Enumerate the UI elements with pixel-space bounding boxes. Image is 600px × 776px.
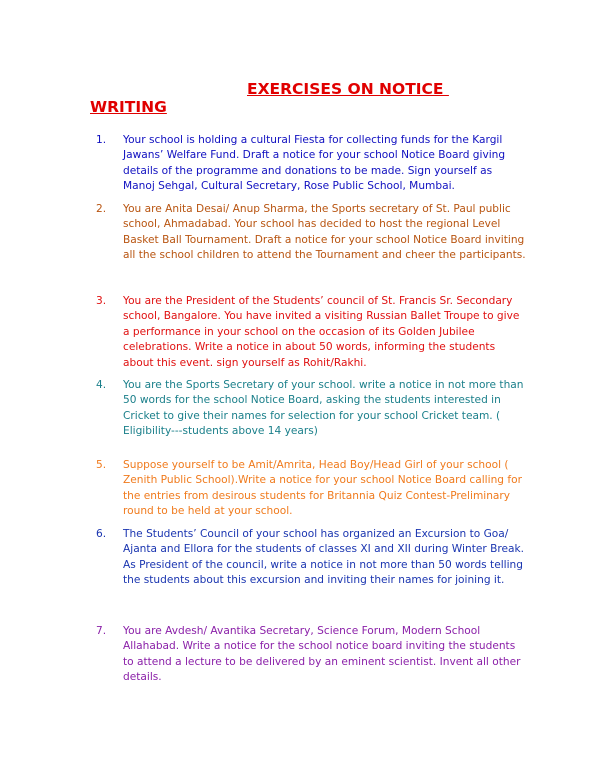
page-title-continued: WRITING [90, 98, 167, 116]
exercise-number: 5. [96, 459, 107, 471]
exercise-number: 4. [96, 379, 107, 391]
exercise-item-4 [96, 378, 526, 440]
exercise-text: The Students’ Council of your school has organized an Excursion to Goa/ Ajanta and Ellora for the students of classes XI and XII during Winter Break. As President of the council, write a notice in not more than 50 words telling the students about this excursion and inviting their names for joining it. [123, 528, 524, 587]
exercise-text: Suppose yourself to be Amit/Amrita, Head Boy/Head Girl of your school ( Zenith Public School).Write a notice for your school Notice Board calling for the entries from desirous students for Britannia Quiz Contest-Preliminary round to be held at your school. [123, 459, 522, 518]
exercise-item-1 [96, 133, 526, 195]
exercise-item-6 [96, 527, 526, 589]
exercise-item-5 [96, 458, 526, 520]
exercise-item-2 [96, 202, 526, 264]
exercise-item-7 [96, 624, 526, 686]
exercise-number: 6. [96, 528, 107, 540]
exercise-number: 3. [96, 295, 107, 307]
page-title: EXERCISES ON NOTICE [247, 80, 449, 98]
exercise-text: You are Anita Desai/ Anup Sharma, the Sports secretary of St. Paul public school, Ahmadabad. Your school has decided to host the regional Level Basket Ball Tournament. Draft a notice for your school Notice Board inviting all the school children to attend the Tournament and cheer the participants. [123, 203, 526, 262]
exercise-item-3 [96, 294, 526, 371]
exercise-number: 7. [96, 625, 107, 637]
exercise-text: You are Avdesh/ Avantika Secretary, Science Forum, Modern School Allahabad. Write a notice for the school notice board inviting the students to attend a lecture to be delivered by an eminent scientist. Invent all other details. [123, 625, 521, 684]
exercise-text: You are the Sports Secretary of your school. write a notice in not more than 50 words for the school Notice Board, asking the students interested in Cricket to give their names for selection for your school Cricket team. ( Eligibility---students above 14 years) [123, 379, 524, 438]
exercise-number: 1. [96, 134, 107, 146]
exercise-text: You are the President of the Students’ council of St. Francis Sr. Secondary school, Bangalore. You have invited a visiting Russian Ballet Troupe to give a performance in your school on the occasion of its Golden Jubilee celebrations. Write a notice in about 50 words, informing the students about this event. sign yourself as Rohit/Rakhi. [123, 295, 520, 369]
exercise-text: Your school is holding a cultural Fiesta for collecting funds for the Kargil Jawans’ Welfare Fund. Draft a notice for your school Notice Board giving details of the programme and donations to be made. Sign yourself as Manoj Sehgal, Cultural Secretary, Rose Public School, Mumbai. [123, 134, 506, 193]
exercise-number: 2. [96, 203, 107, 215]
